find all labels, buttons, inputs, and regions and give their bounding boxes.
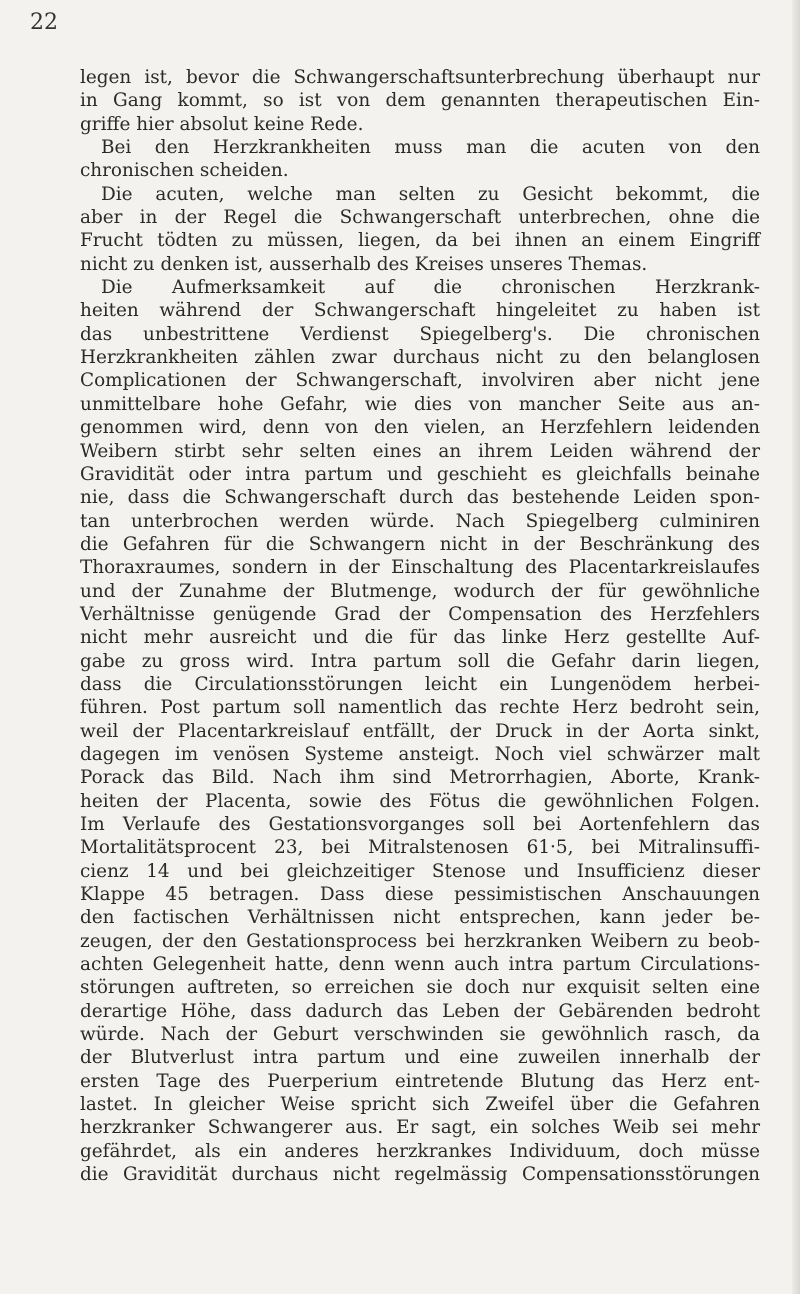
text-line: genommen wird, denn von den vielen, an Herzfehlern leidenden	[80, 417, 760, 439]
text-line: heiten der Placenta, sowie des Fötus die gewöhnlichen Folgen.	[80, 790, 760, 812]
text-line: tan unterbrochen werden würde. Nach Spiegelberg culminiren	[80, 510, 760, 532]
text-line: heiten während der Schwangerschaft hingeleitet zu haben ist	[80, 300, 760, 322]
text-line: weil der Placentarkreislauf entfällt, der Druck in der Aorta sinkt,	[80, 720, 760, 742]
text-line: dagegen im venösen Systeme ansteigt. Noch viel schwärzer malt	[80, 743, 760, 765]
text-line: nicht zu denken ist, ausserhalb des Kreises unseres Themas.	[80, 253, 648, 275]
text-line: Im Verlaufe des Gestationsvorganges soll bei Aortenfehlern das	[80, 814, 760, 835]
text-line: gefährdet, als ein anderes herzkrankes Individuum, doch müsse	[80, 1140, 760, 1162]
text-line: legen ist, bevor die Schwangerschaftsunterbrechung überhaupt nur	[80, 67, 760, 88]
text-line: nie, dass die Schwangerschaft durch das bestehende Leiden spon-	[80, 487, 760, 509]
page-number: 22	[30, 10, 58, 35]
text-line: führen. Post partum soll namentlich das rechte Herz bedroht sein,	[80, 697, 760, 719]
text-line: würde. Nach der Geburt verschwinden sie gewöhnlich rasch, da	[80, 1024, 760, 1046]
text-line: Mortalitätsprocent 23, bei Mitralstenosen 61·5, bei Mitralinsuffi-	[80, 837, 760, 859]
text-line: lastet. In gleicher Weise spricht sich Zweifel über die Gefahren	[80, 1094, 760, 1116]
text-line: herzkranker Schwangerer aus. Er sagt, ein solches Weib sei mehr	[80, 1117, 760, 1139]
text-line: den factischen Verhältnissen nicht entsprechen, kann jeder be-	[80, 907, 760, 929]
text-line: Frucht tödten zu müssen, liegen, da bei ihnen an einem Eingriff	[80, 230, 760, 252]
text-line: in Gang kommt, so ist von dem genannten therapeutischen Ein-	[80, 90, 760, 112]
text-line: zeugen, der den Gestationsprocess bei herzkranken Weibern zu beob-	[80, 930, 760, 952]
text-line: gabe zu gross wird. Intra partum soll die Gefahr darin liegen,	[80, 650, 760, 672]
text-line: der Blutverlust intra partum und eine zuweilen innerhalb der	[80, 1047, 760, 1069]
text-line: Die Aufmerksamkeit auf die chronischen Herzkrank-	[101, 277, 760, 299]
text-line: und der Zunahme der Blutmenge, wodurch der für gewöhnliche	[80, 580, 760, 602]
text-line: cienz 14 und bei gleichzeitiger Stenose und Insufficienz dieser	[80, 860, 760, 882]
text-line: unmittelbare hohe Gefahr, wie dies von mancher Seite aus an-	[80, 393, 760, 415]
text-line: Verhältnisse genügende Grad der Compensation des Herzfehlers	[80, 603, 760, 625]
text-line: die Gravidität durchaus nicht regelmässig Compensationsstörungen	[80, 1164, 760, 1186]
text-line: die Gefahren für die Schwangern nicht in der Beschränkung des	[80, 533, 760, 555]
text-line: Gravidität oder intra partum und geschieht es gleichfalls beinahe	[80, 463, 760, 485]
text-line: griffe hier absolut keine Rede.	[80, 113, 364, 135]
text-line: ersten Tage des Puerperium eintretende Blutung das Herz ent-	[80, 1070, 760, 1092]
text-line: achten Gelegenheit hatte, denn wenn auch intra partum Circulations-	[80, 954, 760, 976]
body-text	[80, 66, 760, 1187]
text-line: dass die Circulationsstörungen leicht ein Lungenödem herbei-	[80, 673, 760, 695]
text-line: aber in der Regel die Schwangerschaft unterbrechen, ohne die	[80, 207, 760, 229]
text-line: chronischen scheiden.	[80, 160, 289, 182]
text-line: Weibern stirbt sehr selten eines an ihrem Leiden während der	[80, 440, 760, 462]
text-line: Die acuten, welche man selten zu Gesicht bekommt, die	[101, 183, 760, 205]
text-line: Porack das Bild. Nach ihm sind Metrorrhagien, Aborte, Krank-	[80, 767, 760, 789]
text-line: Complicationen der Schwangerschaft, involviren aber nicht jene	[80, 370, 760, 392]
text-line: nicht mehr ausreicht und die für das linke Herz gestellte Auf-	[80, 627, 760, 649]
text-line: Klappe 45 betragen. Dass diese pessimistischen Anschauungen	[80, 884, 760, 906]
text-line: Herzkrankheiten zählen zwar durchaus nicht zu den belanglosen	[80, 347, 760, 369]
text-line: das unbestrittene Verdienst Spiegelberg's. Die chronischen	[80, 323, 760, 345]
text-line: Bei den Herzkrankheiten muss man die acuten von den	[101, 137, 760, 159]
page-edge	[792, 0, 800, 1294]
text-line: derartige Höhe, dass dadurch das Leben der Gebärenden bedroht	[80, 1000, 760, 1022]
text-line: Thoraxraumes, sondern in der Einschaltung des Placentarkreislaufes	[80, 557, 760, 579]
text-line: störungen auftreten, so erreichen sie doch nur exquisit selten eine	[80, 977, 760, 999]
